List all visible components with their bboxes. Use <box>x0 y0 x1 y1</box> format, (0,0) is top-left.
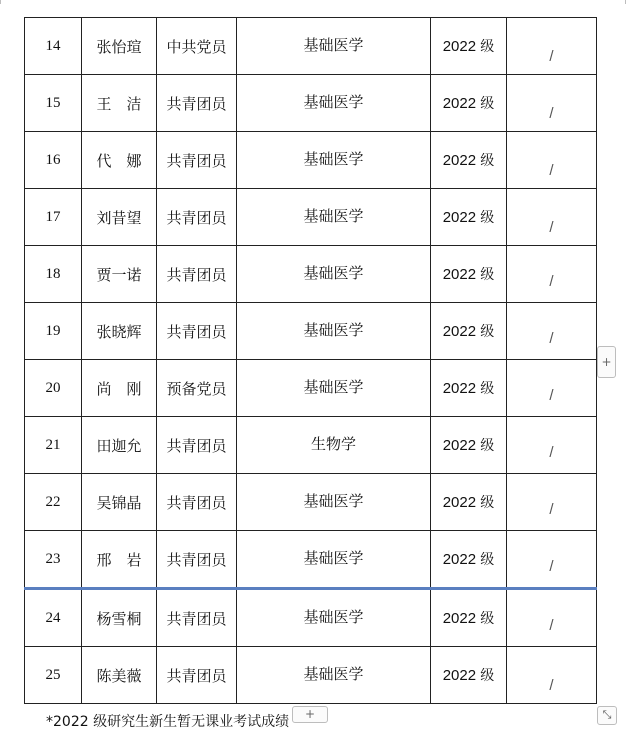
political-status-cell[interactable]: 共青团员 <box>157 474 237 531</box>
name-cell[interactable]: 张怡瑄 <box>82 18 157 75</box>
note-cell[interactable] <box>507 189 597 246</box>
year-unit: 级 <box>480 39 495 55</box>
row-number-cell[interactable]: 18 <box>25 246 82 303</box>
major-text: 基础医学 <box>303 92 364 111</box>
row-number-cell[interactable]: 20 <box>25 360 82 417</box>
year-value: 2022 <box>442 209 477 226</box>
year-unit: 级 <box>480 381 495 397</box>
political-status-cell[interactable]: 共青团员 <box>157 589 237 647</box>
table-row <box>25 132 597 189</box>
table-row <box>25 360 597 417</box>
note-text: / <box>549 676 554 694</box>
major-cell[interactable] <box>237 132 431 189</box>
student-table <box>24 17 597 704</box>
add-column-button[interactable]: + <box>597 346 616 378</box>
major-cell[interactable] <box>237 189 431 246</box>
name-cell[interactable]: 杨雪桐 <box>82 589 157 647</box>
major-cell[interactable] <box>237 75 431 132</box>
note-text: / <box>549 329 554 347</box>
major-cell[interactable] <box>237 360 431 417</box>
row-number-cell[interactable]: 19 <box>25 303 82 360</box>
year-unit: 级 <box>480 210 495 226</box>
grade-cell[interactable] <box>431 531 507 589</box>
grade-cell[interactable] <box>431 647 507 704</box>
year-unit: 级 <box>480 96 495 112</box>
name-cell[interactable]: 王 洁 <box>82 75 157 132</box>
note-cell[interactable] <box>507 589 597 647</box>
note-cell[interactable] <box>507 132 597 189</box>
note-cell[interactable] <box>507 360 597 417</box>
table-row <box>25 75 597 132</box>
table-row <box>25 589 597 647</box>
political-status-cell[interactable]: 共青团员 <box>157 189 237 246</box>
row-number-cell[interactable]: 25 <box>25 647 82 704</box>
grade-cell[interactable] <box>431 246 507 303</box>
row-number-cell[interactable]: 24 <box>25 589 82 647</box>
major-cell[interactable] <box>237 246 431 303</box>
grade-cell[interactable] <box>431 417 507 474</box>
major-cell[interactable] <box>237 303 431 360</box>
add-row-button[interactable]: + <box>292 706 328 723</box>
table-footnote: *2022 级研究生新生暂无课业考试成绩 <box>46 714 290 730</box>
year-unit: 级 <box>480 668 495 684</box>
grade-cell[interactable] <box>431 360 507 417</box>
year-unit: 级 <box>480 495 495 511</box>
political-status-cell[interactable]: 共青团员 <box>157 647 237 704</box>
major-text: 基础医学 <box>303 263 364 282</box>
year-unit: 级 <box>480 267 495 283</box>
row-number-cell[interactable]: 23 <box>25 531 82 589</box>
row-number-cell[interactable]: 21 <box>25 417 82 474</box>
grade-cell[interactable] <box>431 589 507 647</box>
note-text: / <box>549 616 554 634</box>
political-status-cell[interactable]: 预备党员 <box>157 360 237 417</box>
political-status-cell[interactable]: 共青团员 <box>157 531 237 589</box>
year-value: 2022 <box>442 266 477 283</box>
political-status-cell[interactable]: 共青团员 <box>157 246 237 303</box>
grade-cell[interactable] <box>431 132 507 189</box>
grade-cell[interactable] <box>431 189 507 246</box>
table-row <box>25 189 597 246</box>
table-row <box>25 18 597 75</box>
note-text: / <box>549 161 554 179</box>
name-cell[interactable]: 陈美薇 <box>82 647 157 704</box>
political-status-cell[interactable]: 共青团员 <box>157 75 237 132</box>
grade-cell[interactable] <box>431 75 507 132</box>
table-row <box>25 246 597 303</box>
year-unit: 级 <box>480 324 495 340</box>
note-cell[interactable] <box>507 417 597 474</box>
major-text: 基础医学 <box>303 491 364 510</box>
name-cell[interactable]: 张晓辉 <box>82 303 157 360</box>
year-value: 2022 <box>442 95 477 112</box>
note-cell[interactable] <box>507 303 597 360</box>
note-text: / <box>549 443 554 461</box>
table-row <box>25 531 597 589</box>
year-value: 2022 <box>442 323 477 340</box>
row-number-cell[interactable]: 22 <box>25 474 82 531</box>
table-row <box>25 474 597 531</box>
note-cell[interactable] <box>507 18 597 75</box>
row-number-cell[interactable]: 17 <box>25 189 82 246</box>
note-cell[interactable] <box>507 246 597 303</box>
political-status-cell[interactable]: 中共党员 <box>157 18 237 75</box>
major-cell[interactable] <box>237 18 431 75</box>
name-cell[interactable]: 邢 岩 <box>82 531 157 589</box>
major-cell[interactable] <box>237 531 431 589</box>
year-value: 2022 <box>442 494 477 511</box>
page-corner-mark-right <box>611 0 626 4</box>
year-value: 2022 <box>442 380 477 397</box>
major-text: 生物学 <box>310 434 356 453</box>
year-unit: 级 <box>480 611 495 627</box>
political-status-cell[interactable]: 共青团员 <box>157 417 237 474</box>
major-cell[interactable] <box>237 589 431 647</box>
note-cell[interactable] <box>507 75 597 132</box>
row-number-cell[interactable]: 14 <box>25 18 82 75</box>
political-status-cell[interactable]: 共青团员 <box>157 303 237 360</box>
year-unit: 级 <box>480 552 495 568</box>
table-row <box>25 417 597 474</box>
major-cell[interactable] <box>237 474 431 531</box>
year-value: 2022 <box>442 551 477 568</box>
year-value: 2022 <box>442 667 477 684</box>
table-row <box>25 647 597 704</box>
major-text: 基础医学 <box>303 149 364 168</box>
name-cell[interactable]: 刘昔望 <box>82 189 157 246</box>
year-value: 2022 <box>442 38 477 55</box>
note-text: / <box>549 104 554 122</box>
major-cell[interactable] <box>237 647 431 704</box>
note-cell[interactable] <box>507 531 597 589</box>
row-number-cell[interactable]: 16 <box>25 132 82 189</box>
year-unit: 级 <box>480 438 495 454</box>
year-value: 2022 <box>442 437 477 454</box>
note-text: / <box>549 557 554 575</box>
note-cell[interactable] <box>507 647 597 704</box>
grade-cell[interactable] <box>431 474 507 531</box>
major-text: 基础医学 <box>303 35 364 54</box>
note-text: / <box>549 47 554 65</box>
name-cell[interactable]: 吴锦晶 <box>82 474 157 531</box>
table-resize-handle-icon[interactable]: ⤡ <box>597 706 617 725</box>
major-text: 基础医学 <box>303 320 364 339</box>
major-cell[interactable] <box>237 417 431 474</box>
name-cell[interactable]: 田迦允 <box>82 417 157 474</box>
major-text: 基础医学 <box>303 548 364 567</box>
year-value: 2022 <box>442 610 477 627</box>
note-text: / <box>549 500 554 518</box>
note-text: / <box>549 218 554 236</box>
major-text: 基础医学 <box>303 206 364 225</box>
note-text: / <box>549 272 554 290</box>
row-number-cell[interactable]: 15 <box>25 75 82 132</box>
major-text: 基础医学 <box>303 607 364 626</box>
major-text: 基础医学 <box>303 664 364 683</box>
name-cell[interactable]: 代 娜 <box>82 132 157 189</box>
page-corner-mark-left <box>0 0 15 4</box>
grade-cell[interactable] <box>431 18 507 75</box>
grade-cell[interactable] <box>431 303 507 360</box>
name-cell[interactable]: 尚 刚 <box>82 360 157 417</box>
name-cell[interactable]: 贾一诺 <box>82 246 157 303</box>
note-cell[interactable] <box>507 474 597 531</box>
major-text: 基础医学 <box>303 377 364 396</box>
year-unit: 级 <box>480 153 495 169</box>
political-status-cell[interactable]: 共青团员 <box>157 132 237 189</box>
year-value: 2022 <box>442 152 477 169</box>
table-row <box>25 303 597 360</box>
note-text: / <box>549 386 554 404</box>
